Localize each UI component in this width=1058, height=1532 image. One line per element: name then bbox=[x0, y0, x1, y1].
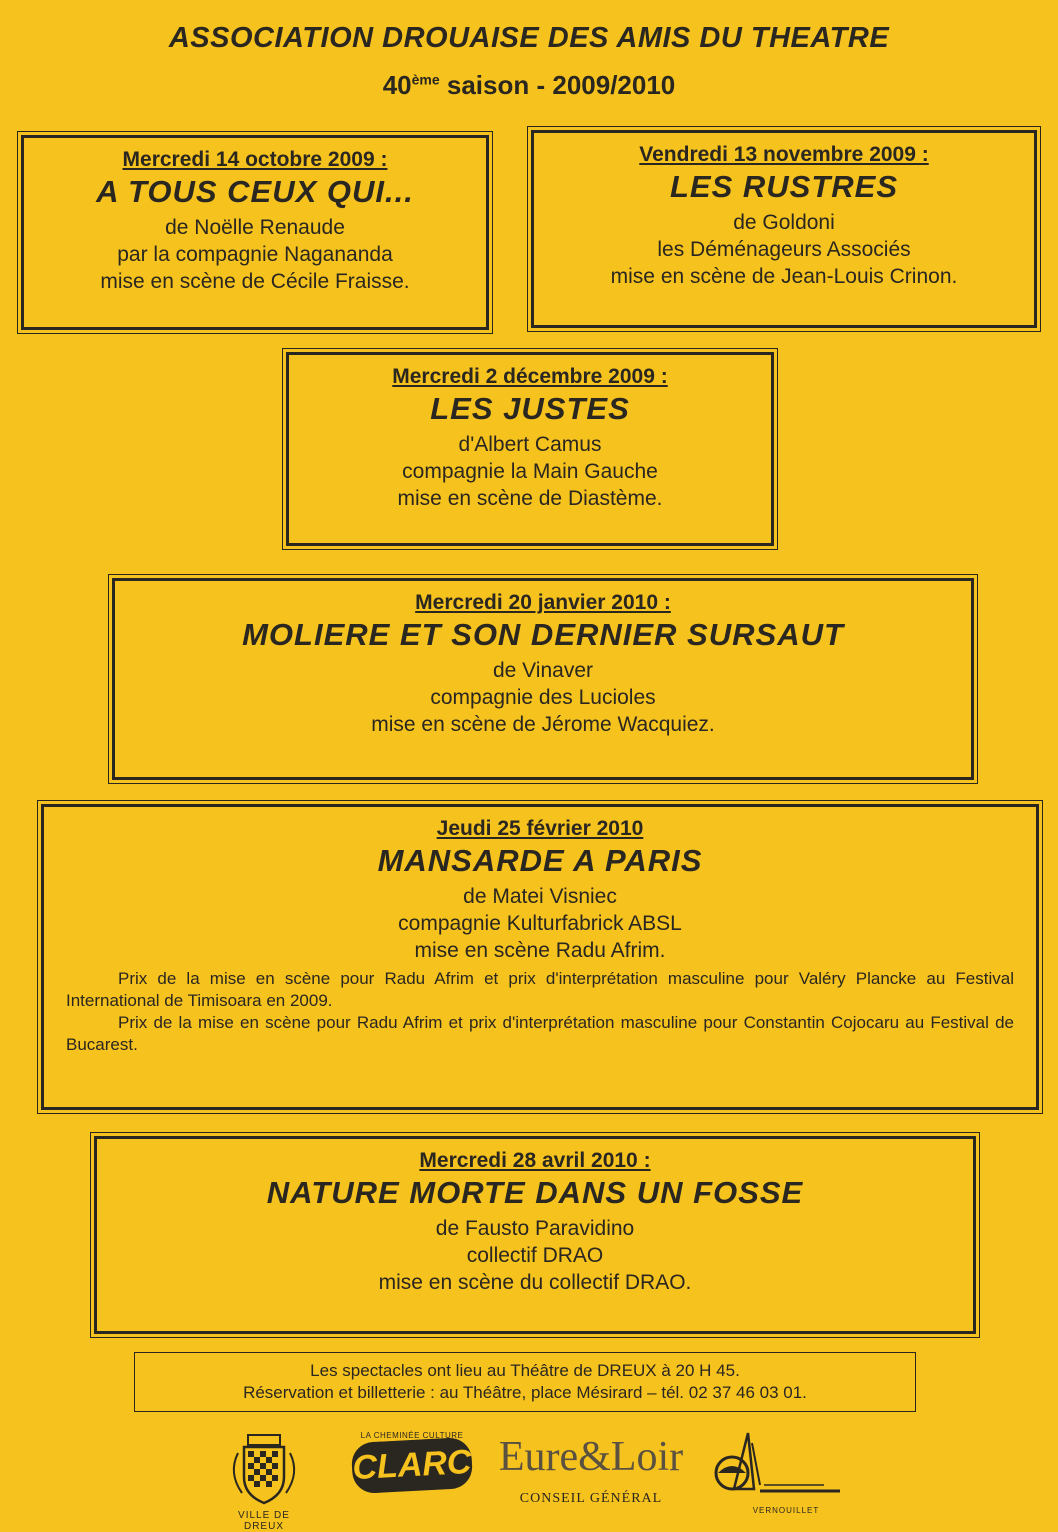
show-director: mise en scène Radu Afrim. bbox=[414, 939, 666, 962]
show-title: A TOUS CEUX QUI... bbox=[96, 174, 414, 209]
vernouillet-logo bbox=[704, 1429, 844, 1515]
show-box-1 bbox=[21, 135, 489, 330]
prize-notes bbox=[44, 968, 1036, 1056]
season-rest: saison - 2009/2010 bbox=[446, 70, 676, 100]
show-author: de Vinaver bbox=[492, 659, 594, 682]
show-director: mise en scène du collectif DRAO. bbox=[378, 1271, 692, 1294]
clarc-logo bbox=[352, 1431, 472, 1491]
booking-info-line: Réservation et billetterie : au Théâtre, place Mésirard – tél. 02 37 46 03 01. bbox=[243, 1383, 807, 1402]
show-author: de Goldoni bbox=[733, 211, 835, 234]
show-company: compagnie Kulturfabrick ABSL bbox=[398, 912, 682, 935]
show-company: par la compagnie Nagananda bbox=[117, 243, 393, 266]
season-subtitle bbox=[0, 70, 1058, 101]
venue-info-box bbox=[134, 1352, 916, 1412]
show-date: Mercredi 14 octobre 2009 : bbox=[122, 148, 388, 171]
show-title: NATURE MORTE DANS UN FOSSE bbox=[266, 1175, 804, 1210]
sponsor-logos bbox=[0, 1425, 1058, 1532]
show-author: de Fausto Paravidino bbox=[435, 1217, 635, 1240]
show-company: compagnie la Main Gauche bbox=[402, 460, 658, 483]
clarc-tagline: LA CHEMINÉE CULTURE bbox=[360, 1431, 464, 1440]
show-title: LES JUSTES bbox=[430, 391, 630, 426]
show-director: mise en scène de Jérome Wacquiez. bbox=[371, 713, 715, 736]
show-company: compagnie des Lucioles bbox=[430, 686, 656, 709]
show-box-4 bbox=[112, 578, 974, 780]
show-box-3 bbox=[286, 352, 774, 546]
dreux-caption: VILLE DE DREUX bbox=[238, 1510, 290, 1532]
vernouillet-caption: VERNOUILLET bbox=[752, 1506, 820, 1515]
prize-note: Prix de la mise en scène pour Radu Afrim et prix d'interprétation masculine pour Valéry Plancke au Festival International de Timisoara en 2009. bbox=[66, 969, 1014, 1010]
venue-info-line: Les spectacles ont lieu au Théâtre de DREUX à 20 H 45. bbox=[310, 1361, 740, 1380]
show-director: mise en scène de Diastème. bbox=[397, 487, 663, 510]
show-box-2 bbox=[531, 130, 1037, 328]
show-date: Vendredi 13 novembre 2009 : bbox=[639, 143, 929, 166]
ville-de-dreux-logo bbox=[218, 1433, 310, 1532]
show-date: Mercredi 28 avril 2010 : bbox=[419, 1149, 651, 1172]
conseil-general-caption: CONSEIL GÉNÉRAL bbox=[519, 1491, 663, 1506]
show-date: Jeudi 25 février 2010 bbox=[436, 817, 644, 840]
show-author: de Matei Visniec bbox=[463, 885, 617, 908]
show-title: MOLIERE ET SON DERNIER SURSAUT bbox=[242, 617, 844, 652]
show-box-6 bbox=[94, 1136, 976, 1334]
show-title: MANSARDE A PARIS bbox=[377, 843, 703, 878]
show-company: collectif DRAO bbox=[466, 1244, 604, 1267]
dreux-crest-icon bbox=[218, 1433, 310, 1505]
show-author: de Noëlle Renaude bbox=[165, 216, 345, 239]
prize-note: Prix de la mise en scène pour Radu Afrim et prix d'interprétation masculine pour Constantin Cojocaru au Festival de Bucarest. bbox=[66, 1013, 1014, 1054]
clarc-wordmark: CLARC bbox=[351, 1437, 474, 1494]
season-suffix: ème bbox=[411, 71, 440, 88]
association-title: ASSOCIATION DROUAISE DES AMIS DU THEATRE bbox=[168, 22, 890, 54]
show-date: Mercredi 2 décembre 2009 : bbox=[392, 365, 668, 388]
season-number: 40 bbox=[382, 70, 412, 100]
show-director: mise en scène de Cécile Fraisse. bbox=[100, 270, 410, 293]
show-director: mise en scène de Jean-Louis Crinon. bbox=[610, 265, 958, 288]
show-box-5 bbox=[41, 804, 1039, 1110]
show-company: les Déménageurs Associés bbox=[657, 238, 911, 261]
vernouillet-emblem-icon bbox=[704, 1429, 844, 1501]
show-date: Mercredi 20 janvier 2010 : bbox=[415, 591, 671, 614]
show-title: LES RUSTRES bbox=[669, 169, 899, 204]
show-author: d'Albert Camus bbox=[458, 433, 602, 456]
eure-loir-wordmark: Eure&Loir bbox=[498, 1434, 684, 1480]
eure-et-loir-logo bbox=[488, 1433, 694, 1507]
